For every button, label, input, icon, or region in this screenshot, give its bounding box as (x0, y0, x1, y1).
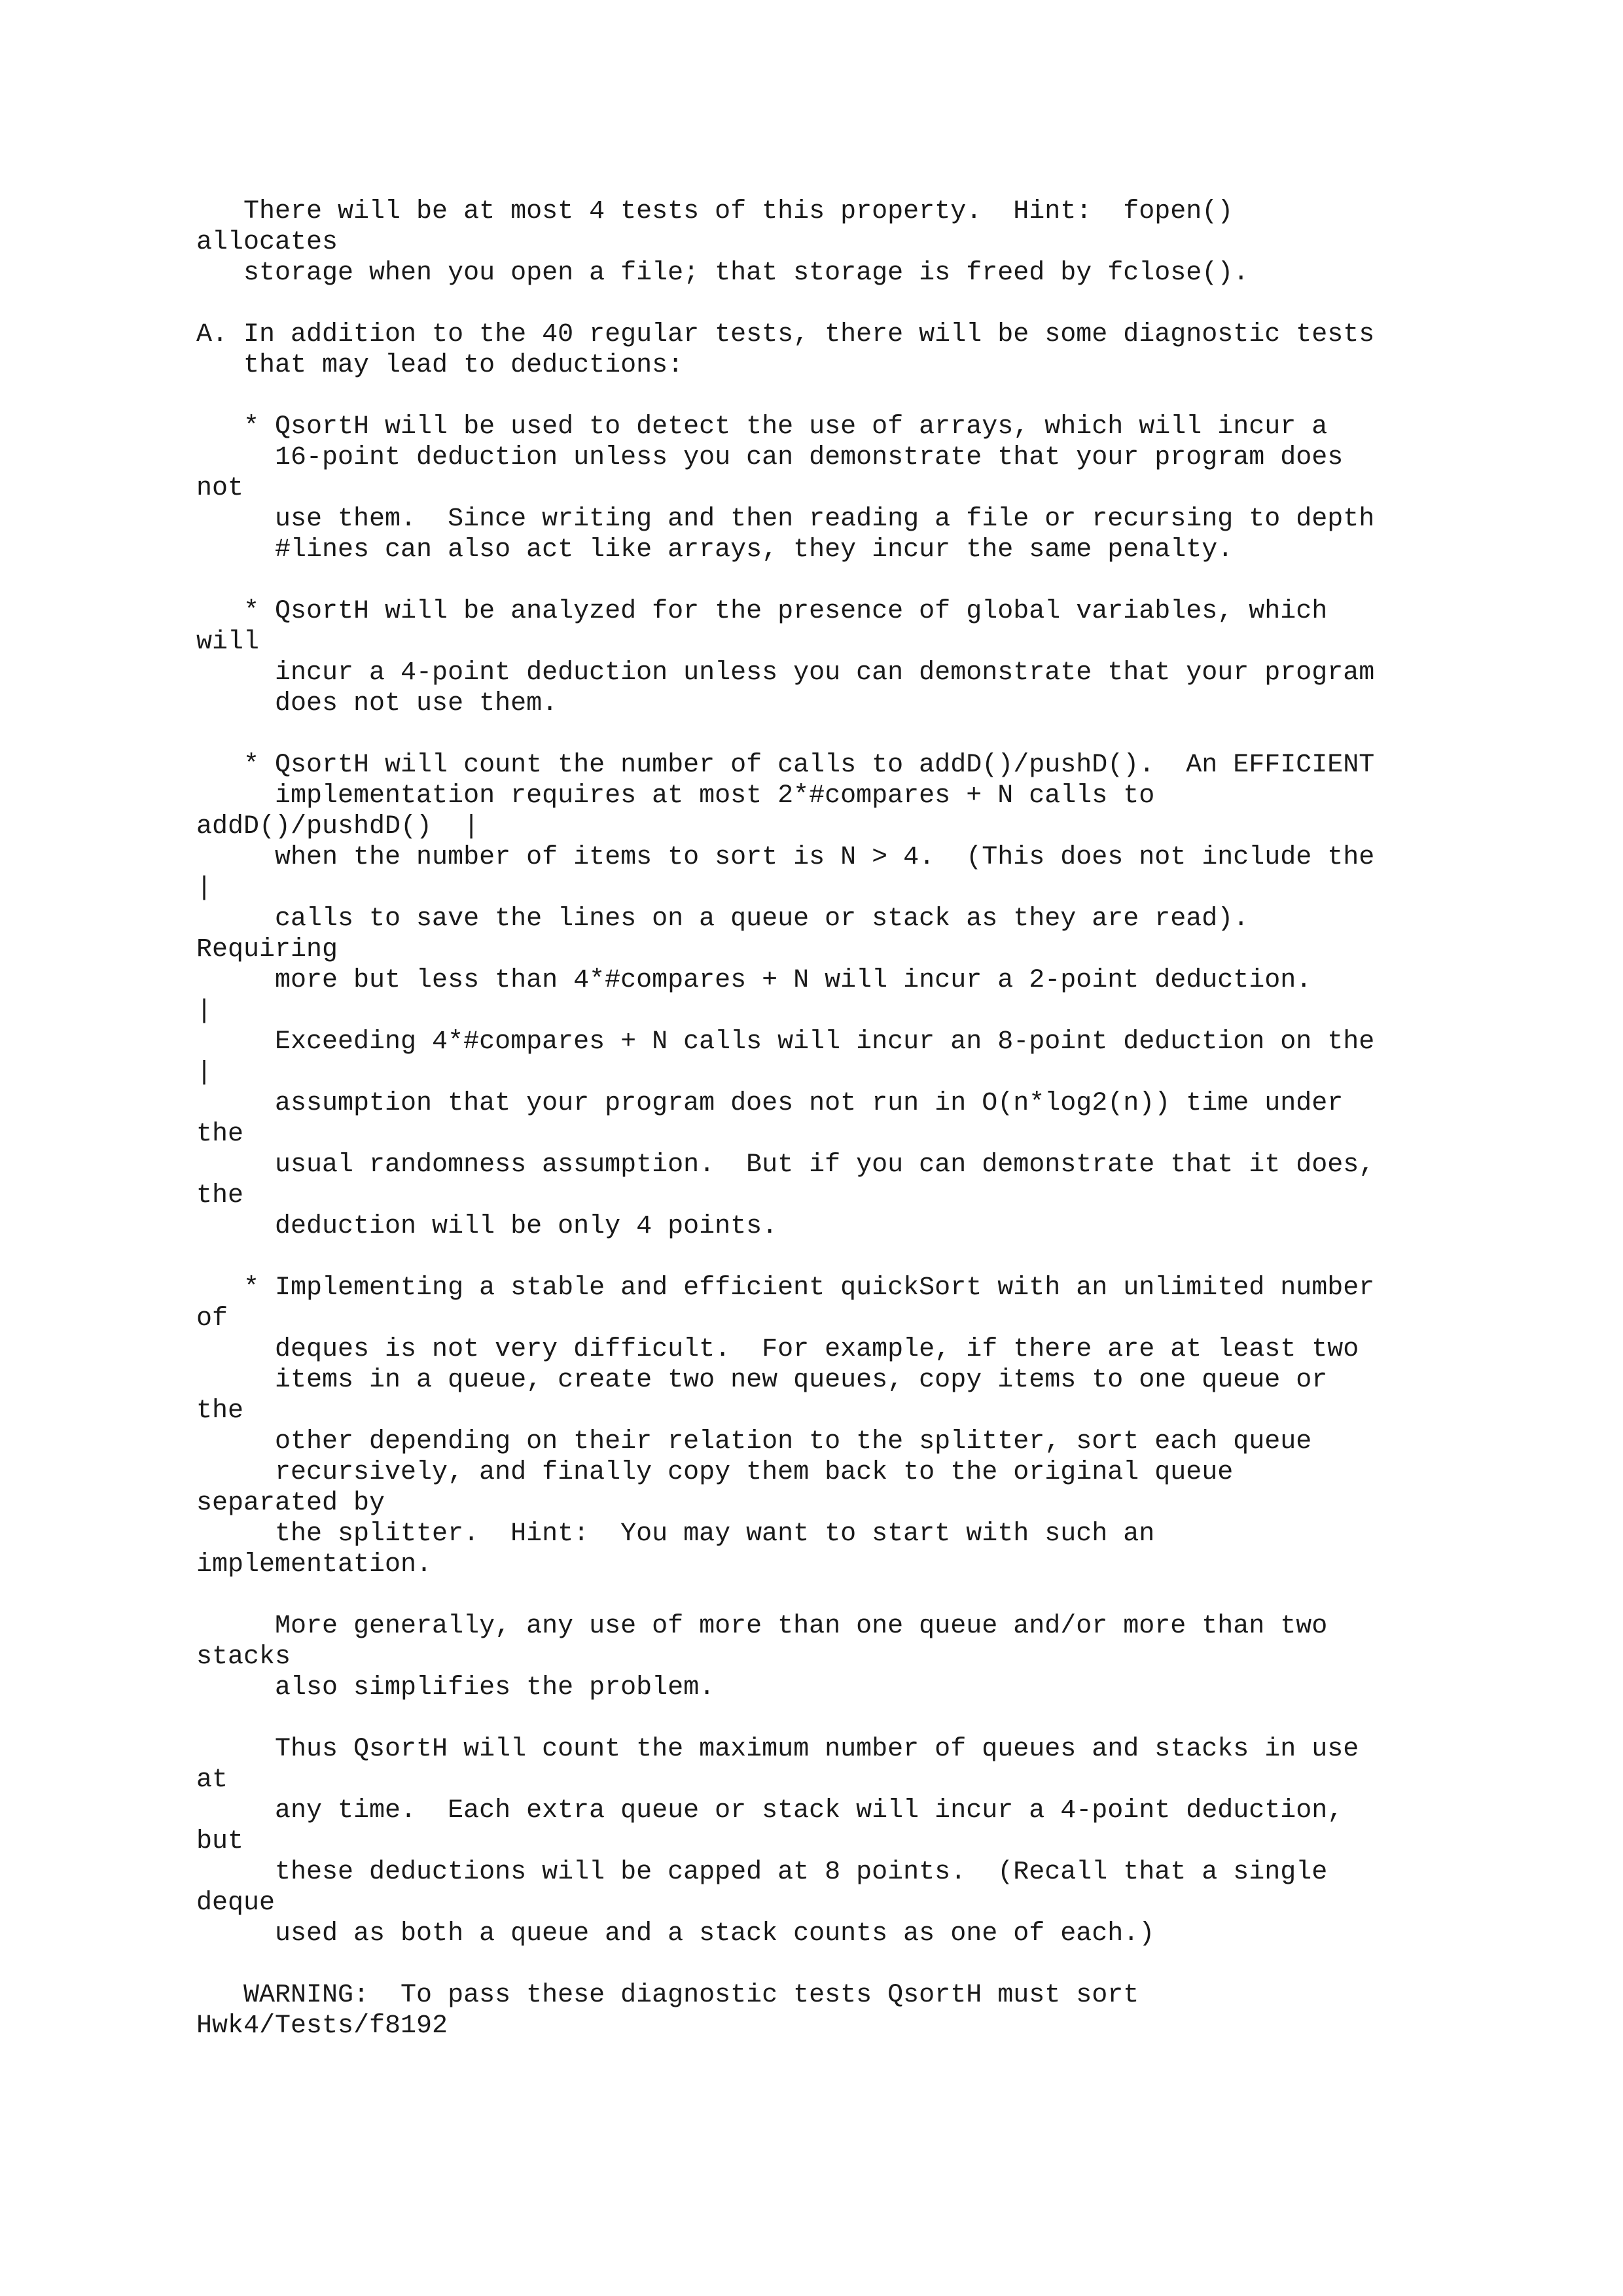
text-line: calls to save the lines on a queue or stack as they are read). (196, 904, 1249, 934)
text-line: usual randomness assumption. But if you can demonstrate that it does, (196, 1150, 1375, 1180)
text-line: the (196, 1396, 244, 1426)
text-line: that may lead to deductions: (196, 351, 684, 380)
text-line: 16-point deduction unless you can demonstrate that your program does (196, 443, 1344, 472)
text-line: stacks (196, 1642, 291, 1672)
text-line: more but less than 4*#compares + N will incur a 2-point deduction. (196, 966, 1312, 995)
text-line: assumption that your program does not run in O(n*log2(n)) time under (196, 1089, 1344, 1118)
text-line: the (196, 1181, 244, 1210)
text-line: allocates (196, 228, 338, 257)
text-line: but (196, 1827, 244, 1856)
text-line: incur a 4-point deduction unless you can demonstrate that your program (196, 658, 1375, 688)
text-line: recursively, and finally copy them back to the original queue (196, 1458, 1234, 1487)
text-line: | (196, 874, 213, 903)
text-line: also simplifies the problem. (196, 1673, 715, 1703)
text-line: #lines can also act like arrays, they incur the same penalty. (196, 535, 1234, 565)
text-line: the splitter. Hint: You may want to start with such an (196, 1519, 1155, 1549)
text-line: Hwk4/Tests/f8192 (196, 2011, 448, 2041)
text-line: at (196, 1765, 228, 1795)
text-line: A. In addition to the 40 regular tests, there will be some diagnostic tests (196, 320, 1375, 349)
text-line: | (196, 997, 213, 1026)
text-line: any time. Each extra queue or stack will incur a 4-point deduction, (196, 1796, 1344, 1826)
text-line: items in a queue, create two new queues, copy items to one queue or (196, 1366, 1328, 1395)
text-line: * QsortH will count the number of calls to addD()/pushD(). An EFFICIENT (196, 751, 1375, 780)
text-line: deques is not very difficult. For example, if there are at least two (196, 1335, 1359, 1364)
text-line: There will be at most 4 tests of this property. Hint: fopen() (196, 197, 1234, 226)
text-line: Thus QsortH will count the maximum number of queues and stacks in use (196, 1735, 1359, 1764)
text-line: the (196, 1120, 244, 1149)
text-line: Requiring (196, 935, 338, 964)
text-line: WARNING: To pass these diagnostic tests QsortH must sort (196, 1981, 1139, 2010)
text-line: * QsortH will be analyzed for the presence of global variables, which (196, 597, 1328, 626)
text-line: storage when you open a file; that storage is freed by fclose(). (196, 258, 1249, 288)
text-line: when the number of items to sort is N > 4. (This does not include the (196, 843, 1375, 872)
text-line: More generally, any use of more than one queue and/or more than two (196, 1612, 1328, 1641)
text-line: used as both a queue and a stack counts as one of each.) (196, 1919, 1155, 1949)
text-line: does not use them. (196, 689, 558, 718)
text-line: * QsortH will be used to detect the use of arrays, which will incur a (196, 412, 1328, 442)
text-line: Exceeding 4*#compares + N calls will incur an 8-point deduction on the (196, 1027, 1375, 1057)
text-line: these deductions will be capped at 8 points. (Recall that a single (196, 1858, 1328, 1887)
text-line: other depending on their relation to the splitter, sort each queue (196, 1427, 1312, 1457)
text-line: will (196, 627, 260, 657)
text-line: separated by (196, 1489, 385, 1518)
text-line: of (196, 1304, 228, 1333)
text-line: deduction will be only 4 points. (196, 1212, 778, 1241)
text-line: use them. Since writing and then reading a file or recursing to depth (196, 504, 1375, 534)
text-line: addD()/pushdD() | (196, 812, 480, 841)
text-line: * Implementing a stable and efficient quickSort with an unlimited number (196, 1273, 1375, 1303)
text-line: not (196, 474, 244, 503)
text-line: deque (196, 1888, 276, 1918)
text-line: implementation. (196, 1550, 433, 1580)
text-line: implementation requires at most 2*#compares + N calls to (196, 781, 1155, 811)
text-line: | (196, 1058, 213, 1087)
